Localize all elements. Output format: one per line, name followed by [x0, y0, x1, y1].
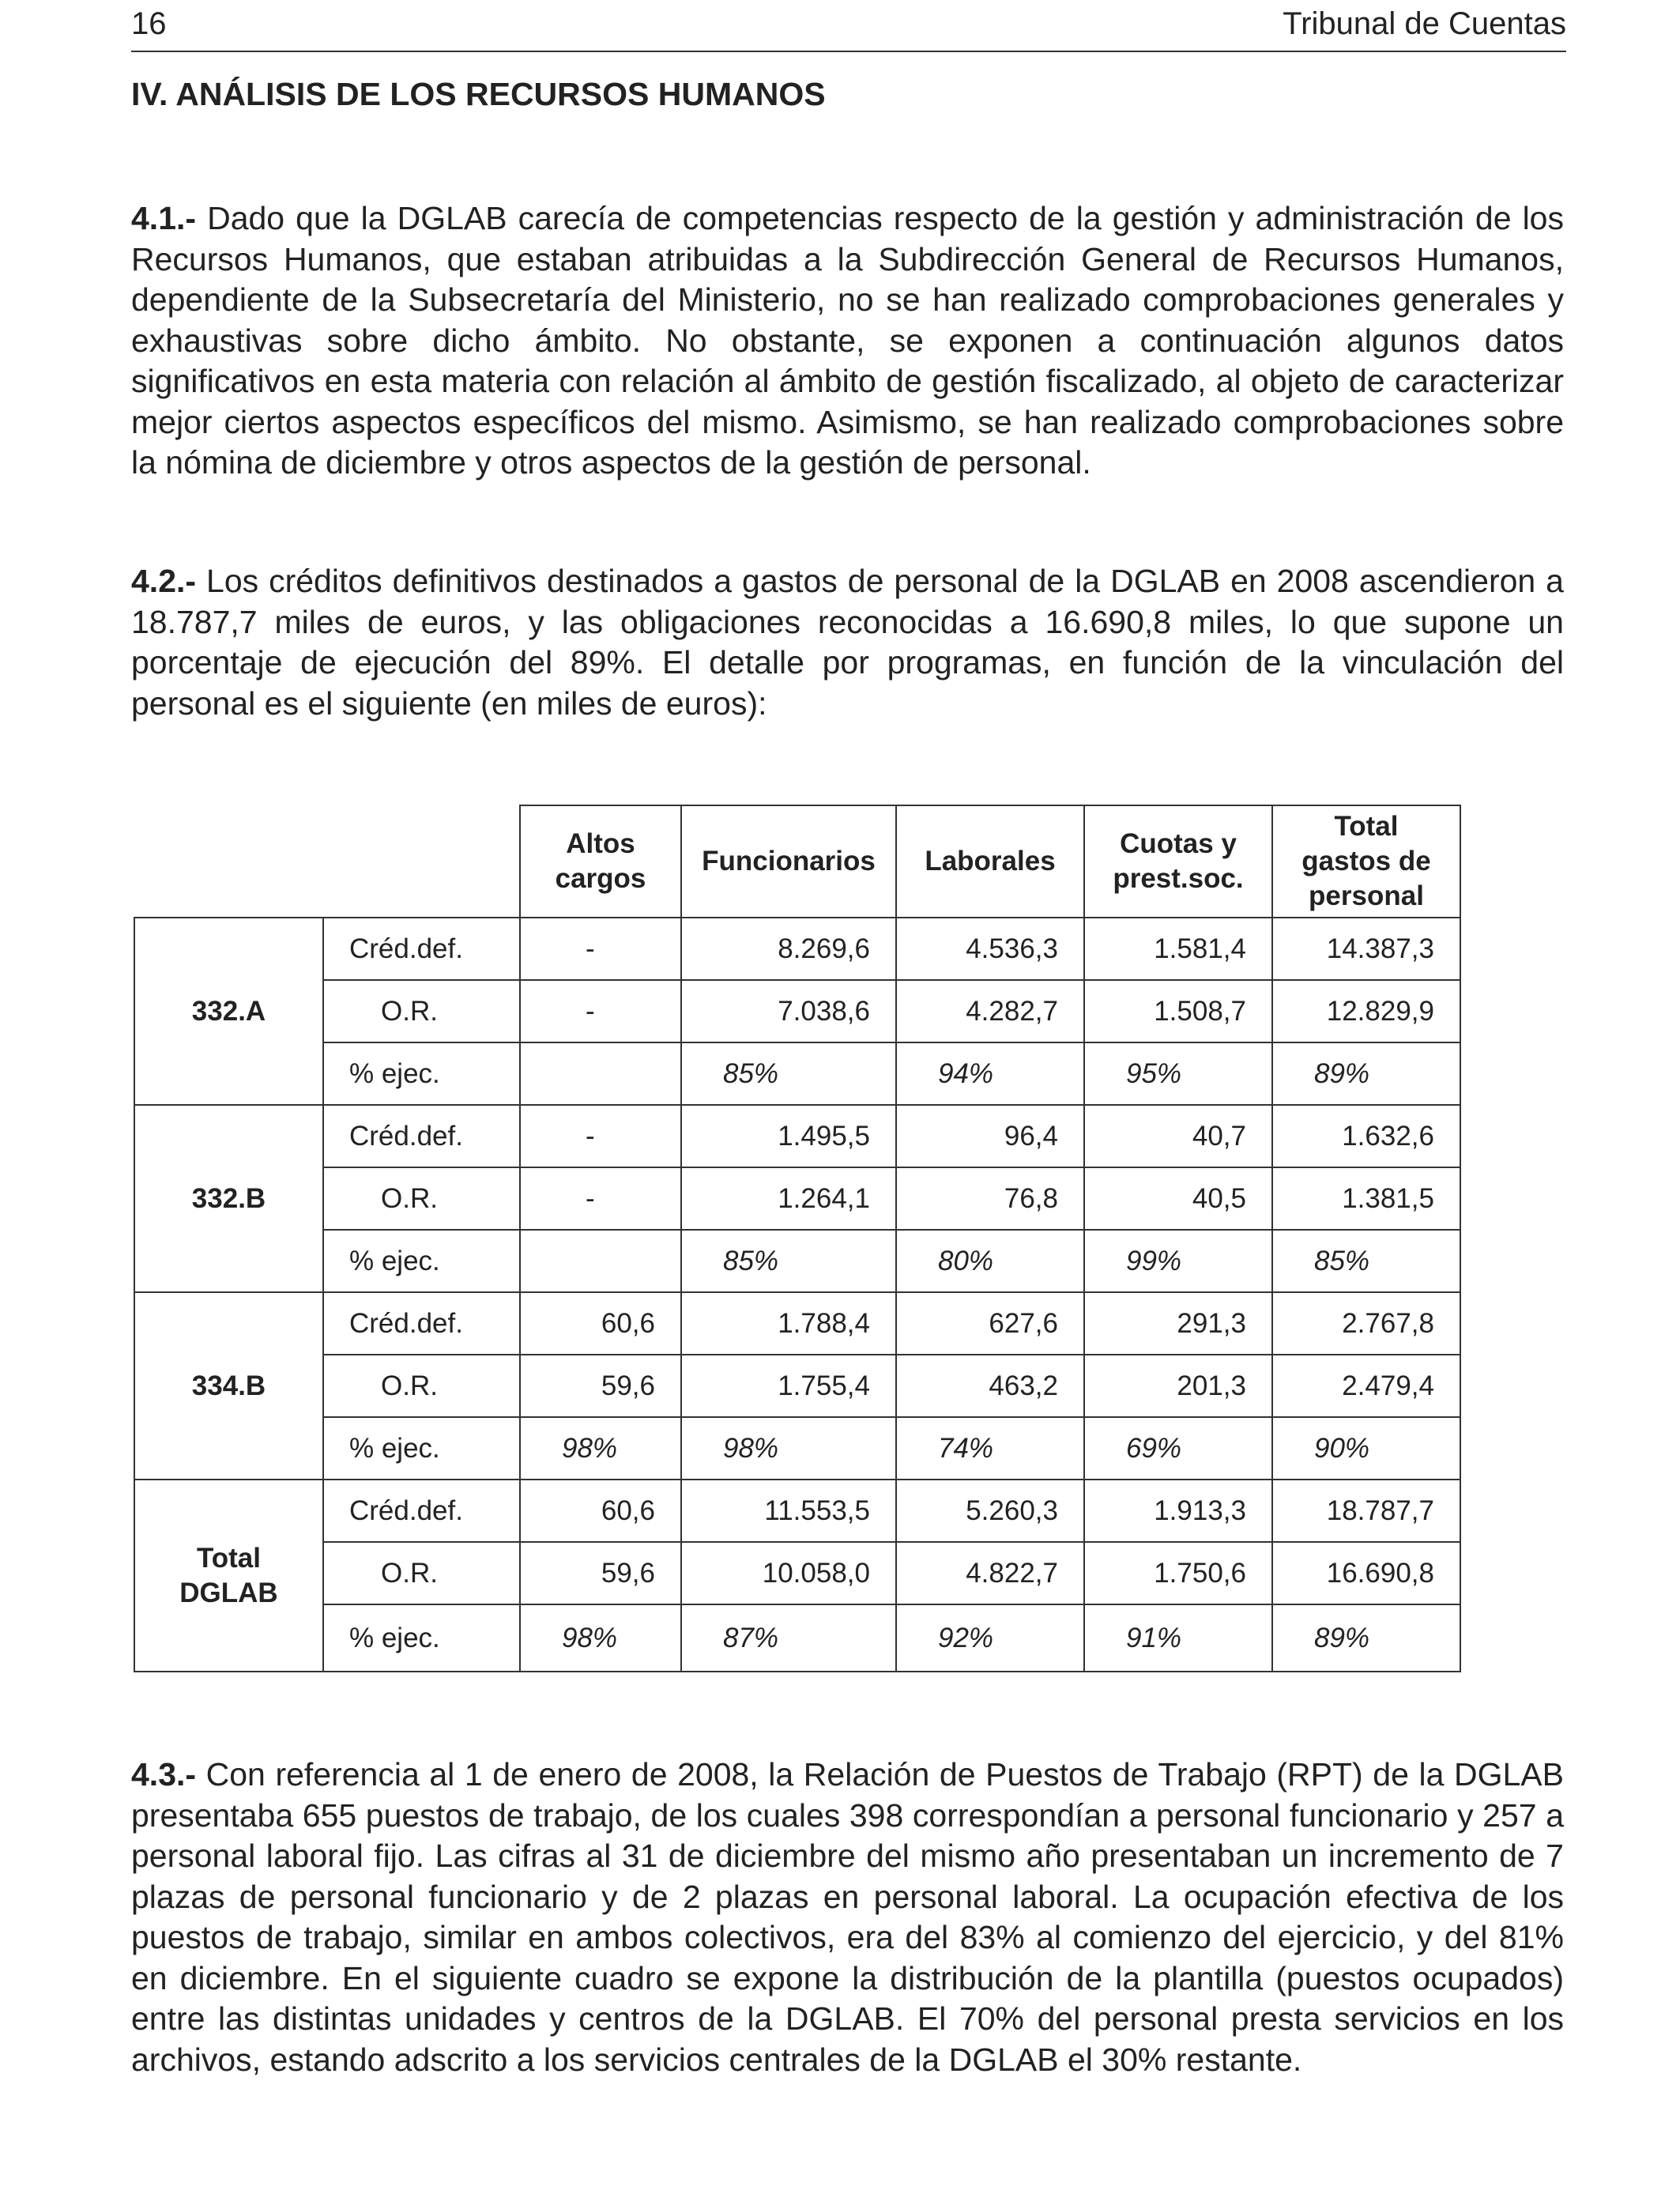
table-cell: 59,6 — [520, 1355, 681, 1417]
table-cell: 16.690,8 — [1272, 1542, 1460, 1604]
paragraph-4-2 — [131, 561, 1564, 724]
column-header: Altos cargos — [520, 805, 681, 918]
column-header: Total gastos de personal — [1272, 805, 1460, 918]
table-cell: 2.767,8 — [1272, 1292, 1460, 1355]
table-row — [134, 1105, 1460, 1167]
table-cell: 98% — [681, 1417, 896, 1480]
program-label: Total DGLAB — [134, 1480, 323, 1672]
table-cell: 2.479,4 — [1272, 1355, 1460, 1417]
table-cell: 69% — [1084, 1417, 1272, 1480]
column-header: Laborales — [896, 805, 1084, 918]
table-cell: 98% — [520, 1604, 681, 1672]
row-label: O.R. — [323, 1167, 520, 1230]
table-cell: 7.038,6 — [681, 980, 896, 1042]
table-cell: 12.829,9 — [1272, 980, 1460, 1042]
row-label: O.R. — [323, 1542, 520, 1604]
table-cell: 96,4 — [896, 1105, 1084, 1167]
table-cell: 5.260,3 — [896, 1480, 1084, 1542]
table-row — [134, 1604, 1460, 1672]
table-cell: 85% — [1272, 1230, 1460, 1292]
table-row — [134, 1542, 1460, 1604]
table-cell: 99% — [1084, 1230, 1272, 1292]
table-cell: 85% — [681, 1230, 896, 1292]
table-cell: 1.381,5 — [1272, 1167, 1460, 1230]
table-cell: 1.264,1 — [681, 1167, 896, 1230]
table-cell: 463,2 — [896, 1355, 1084, 1417]
table-cell: 85% — [681, 1042, 896, 1105]
table-corner — [323, 805, 520, 918]
table-cell: 1.755,4 — [681, 1355, 896, 1417]
table-cell: 18.787,7 — [1272, 1480, 1460, 1542]
row-label: Créd.def. — [323, 1292, 520, 1355]
table-row — [134, 1480, 1460, 1542]
table-cell: - — [520, 1167, 681, 1230]
table-cell: 1.495,5 — [681, 1105, 896, 1167]
table-cell: 94% — [896, 1042, 1084, 1105]
section-title: IV. ANÁLISIS DE LOS RECURSOS HUMANOS — [131, 76, 826, 112]
row-label: O.R. — [323, 980, 520, 1042]
table-cell: 11.553,5 — [681, 1480, 896, 1542]
table-cell: 91% — [1084, 1604, 1272, 1672]
table-cell: 4.536,3 — [896, 918, 1084, 980]
table-cell: 98% — [520, 1417, 681, 1480]
row-label: % ejec. — [323, 1230, 520, 1292]
table-cell: 92% — [896, 1604, 1084, 1672]
paragraph-number: 4.3.- — [131, 1756, 197, 1793]
program-label: 332.A — [134, 918, 323, 1105]
table-row — [134, 1230, 1460, 1292]
table-cell: 14.387,3 — [1272, 918, 1460, 980]
table-cell: - — [520, 918, 681, 980]
page-header — [131, 2, 1566, 52]
paragraph-text: Los créditos definitivos destinados a gastos de personal de la DGLAB en 2008 ascendieron a 18.787,7 miles de euros, y las obligaciones reconocidas a 16.690,8 miles, lo que supone un porcentaje de ejecución del 89%. El detalle por programas, en función de la vinculación del personal es el siguiente (en miles de euros): — [131, 563, 1564, 722]
table-row — [134, 980, 1460, 1042]
header-organization: Tribunal de Cuentas — [1283, 6, 1566, 41]
table-cell: - — [520, 1105, 681, 1167]
table-cell: 60,6 — [520, 1480, 681, 1542]
paragraph-text: Dado que la DGLAB carecía de competencias respecto de la gestión y administración de los Recursos Humanos, que estaban atribuidas a la Subdirección General de Recursos Humanos, dependiente de la Subsecretaría del Ministerio, no se han realizado comprobaciones generales y exhaustivas sobre dicho ámbito. No obstante, se exponen a continuación algunos datos significativos en esta materia con relación al ámbito de gestión fiscalizado, al objeto de caracterizar mejor ciertos aspectos específicos del mismo. Asimismo, se han realizado comprobaciones sobre la nómina de diciembre y otros aspectos de la gestión de personal. — [131, 200, 1564, 481]
row-label: Créd.def. — [323, 918, 520, 980]
table-cell: 90% — [1272, 1417, 1460, 1480]
paragraph-number: 4.2.- — [131, 563, 197, 599]
table-cell: 89% — [1272, 1604, 1460, 1672]
row-label: % ejec. — [323, 1604, 520, 1672]
table-cell: 627,6 — [896, 1292, 1084, 1355]
table-row — [134, 1292, 1460, 1355]
table-cell: 95% — [1084, 1042, 1272, 1105]
table-cell: 40,7 — [1084, 1105, 1272, 1167]
table-cell: 40,5 — [1084, 1167, 1272, 1230]
row-label: Créd.def. — [323, 1105, 520, 1167]
table-corner — [134, 805, 323, 918]
table-row — [134, 1042, 1460, 1105]
program-label: 334.B — [134, 1292, 323, 1480]
row-label: % ejec. — [323, 1417, 520, 1480]
row-label: % ejec. — [323, 1042, 520, 1105]
table-cell: 4.282,7 — [896, 980, 1084, 1042]
table-cell: 89% — [1272, 1042, 1460, 1105]
table-cell: 1.913,3 — [1084, 1480, 1272, 1542]
table-header-row — [134, 805, 1460, 918]
table-cell: 1.508,7 — [1084, 980, 1272, 1042]
table-cell: - — [520, 980, 681, 1042]
paragraph-number: 4.1.- — [131, 200, 197, 236]
table-row — [134, 918, 1460, 980]
table-cell: 74% — [896, 1417, 1084, 1480]
table-cell — [520, 1230, 681, 1292]
table-cell: 291,3 — [1084, 1292, 1272, 1355]
table-cell: 59,6 — [520, 1542, 681, 1604]
table-cell: 10.058,0 — [681, 1542, 896, 1604]
table-cell: 80% — [896, 1230, 1084, 1292]
row-label: O.R. — [323, 1355, 520, 1417]
table-cell: 60,6 — [520, 1292, 681, 1355]
table-cell: 1.750,6 — [1084, 1542, 1272, 1604]
table-row — [134, 1167, 1460, 1230]
paragraph-4-1 — [131, 198, 1564, 484]
page-number: 16 — [131, 6, 167, 41]
table-row — [134, 1417, 1460, 1480]
column-header: Cuotas y prest.soc. — [1084, 805, 1272, 918]
paragraph-4-3 — [131, 1755, 1564, 2080]
table-cell: 1.581,4 — [1084, 918, 1272, 980]
table-cell: 1.788,4 — [681, 1292, 896, 1355]
table-cell: 201,3 — [1084, 1355, 1272, 1417]
personnel-expenses-table — [134, 805, 1461, 1672]
row-label: Créd.def. — [323, 1480, 520, 1542]
program-label: 332.B — [134, 1105, 323, 1292]
table-cell: 4.822,7 — [896, 1542, 1084, 1604]
paragraph-text: Con referencia al 1 de enero de 2008, la Relación de Puestos de Trabajo (RPT) de la DGLAB presentaba 655 puestos de trabajo, de los cuales 398 correspondían a personal funcionario y 257 a personal laboral fijo. Las cifras al 31 de diciembre del mismo año presentaban un incremento de 7 plazas de personal funcionario y de 2 plazas en personal laboral. La ocupación efectiva de los puestos de trabajo, similar en ambos colectivos, era del 83% al comienzo del ejercicio, y del 81% en diciembre. En el siguiente cuadro se expone la distribución de la plantilla (puestos ocupados) entre las distintas unidades y centros de la DGLAB. El 70% del personal presta servicios en los archivos, estando adscrito a los servicios centrales de la DGLAB el 30% restante. — [131, 1756, 1564, 2078]
table-cell: 8.269,6 — [681, 918, 896, 980]
table-cell — [520, 1042, 681, 1105]
table-cell: 76,8 — [896, 1167, 1084, 1230]
table-cell: 87% — [681, 1604, 896, 1672]
table-row — [134, 1355, 1460, 1417]
table-cell: 1.632,6 — [1272, 1105, 1460, 1167]
column-header: Funcionarios — [681, 805, 896, 918]
